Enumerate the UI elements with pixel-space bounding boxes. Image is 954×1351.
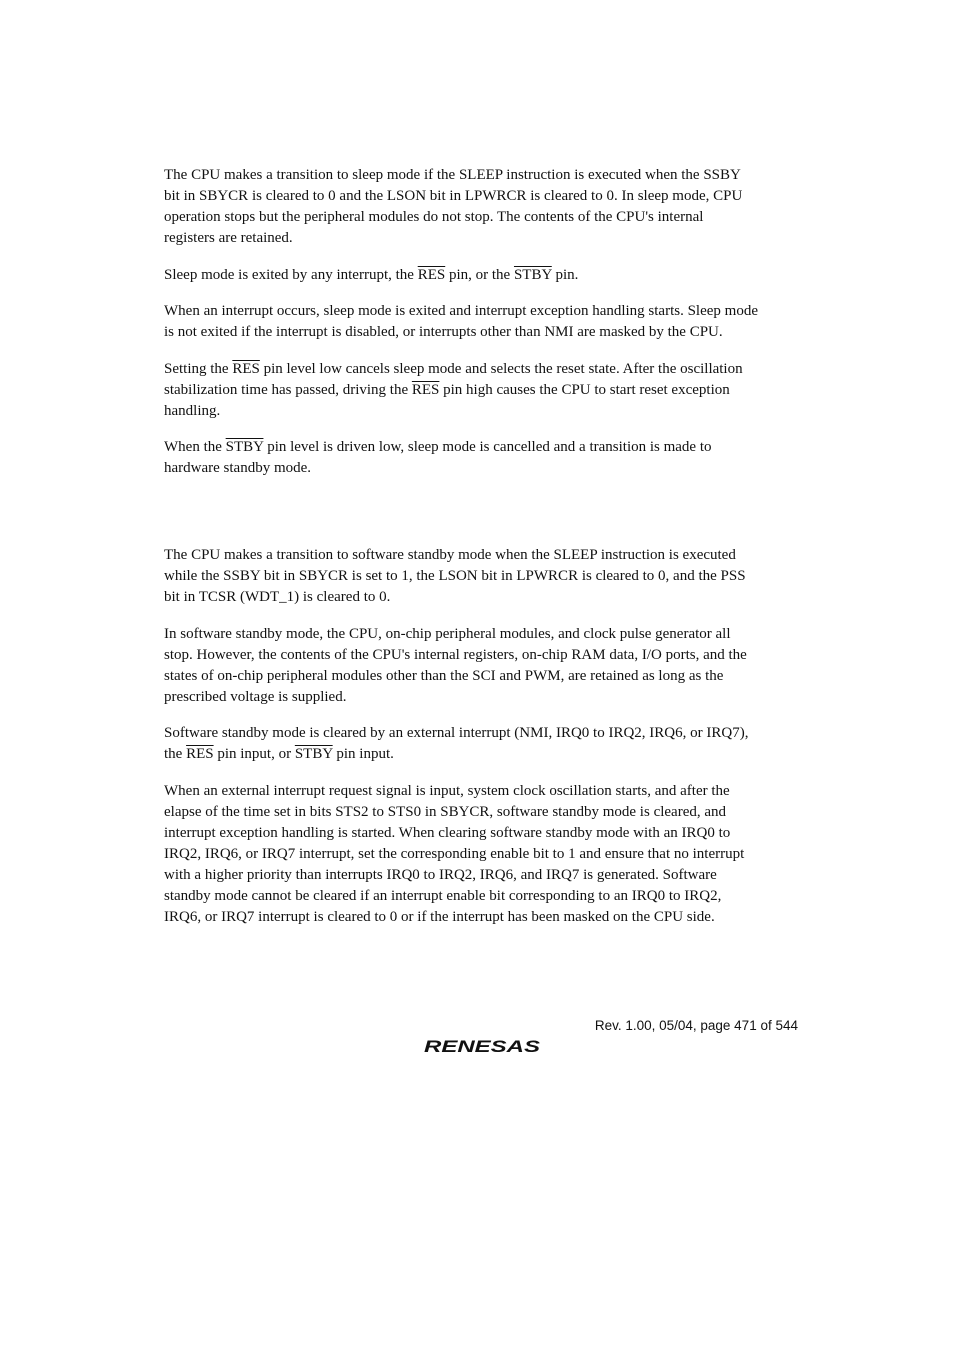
text-run: handling. [164, 402, 221, 419]
res-signal-name: $\overline{RES}$ [411, 381, 440, 398]
text-line: bit in TCSR (WDT_1) is cleared to 0. [164, 589, 391, 605]
text-line: The CPU makes a transition to software standby mode when the SLEEP instruction is executed [164, 547, 736, 563]
text-run: pin high causes the CPU to start reset exception [439, 381, 730, 398]
text-run: pin level low cancels sleep mode and selects the reset state. After the oscillation [259, 360, 743, 377]
text-run: pin. [551, 266, 579, 283]
stby-signal-name: STBY [225, 439, 264, 455]
text-run: hardware standby mode. [164, 460, 312, 476]
renesas-logo-text: RENESAS [424, 1037, 541, 1056]
sleep-mode-section [164, 165, 804, 495]
text-line: When an interrupt occurs, sleep mode is exited and interrupt exception handling starts. Sleep mode [164, 303, 758, 319]
software-standby-section [164, 545, 804, 943]
text-line: while the SSBY bit in SBYCR is set to 1, the LSON bit in LPWRCR is cleared to 0, and the PSS [164, 568, 746, 584]
text-line: In software standby mode, the CPU, on-chip peripheral modules, and clock pulse generator all [164, 625, 731, 642]
text-line: states of on-chip peripheral modules other than the SCI and PWM, are retained as long as the [164, 667, 724, 684]
renesas-logo-mark [424, 1036, 542, 1056]
text-line: operation stops but the peripheral modules do not stop. The contents of the CPU's internal [164, 209, 704, 225]
text-line: bit in SBYCR is cleared to 0 and the LSON bit in LPWRCR is cleared to 0. In sleep mode, CPU [164, 188, 743, 204]
text-run: pin level is driven low, sleep mode is cancelled and a transition is made to [263, 439, 712, 455]
text-line: standby mode cannot be cleared if an interrupt enable bit corresponding to an IRQ0 to IRQ2, [164, 887, 722, 904]
renesas-logo [424, 1036, 542, 1056]
software-standby-state-paragraph [164, 624, 804, 708]
text-line: When an external interrupt request signal is input, system clock oscillation starts, and after the [164, 782, 730, 799]
text-run: pin input, or [213, 746, 295, 762]
text-line: prescribed voltage is supplied. [164, 688, 347, 705]
text-run: pin, or the [445, 266, 514, 283]
software-standby-intro-paragraph [164, 545, 804, 608]
stby-signal-name: STBY [513, 266, 552, 283]
text-line: IRQ2, IRQ6, or IRQ7 interrupt, set the corresponding enable bit to 1 and ensure that no interrupt [164, 845, 745, 862]
text-line: is not exited if the interrupt is disabled, or interrupts other than NMI are masked by the CPU. [164, 324, 723, 340]
text-run: Software standby mode is cleared by an external interrupt (NMI, IRQ0 to IRQ2, IRQ6, or IRQ7), [164, 725, 749, 741]
sleep-mode-interrupt-paragraph [164, 301, 804, 343]
text-run: Sleep mode is exited by any interrupt, the [164, 266, 418, 283]
res-signal-name: $\overline{RES}$ [417, 266, 446, 283]
text-line: IRQ6, or IRQ7 interrupt is cleared to 0 or if the interrupt has been masked on the CPU side. [164, 908, 715, 925]
text-line: The CPU makes a transition to sleep mode if the SLEEP instruction is executed when the SSBY [164, 167, 741, 183]
text-run: the [164, 746, 187, 762]
text-run: stabilization time has passed, driving the [164, 381, 412, 398]
sleep-mode-intro-paragraph [164, 165, 804, 249]
text-run: Setting the [164, 360, 233, 377]
sleep-mode-exit-paragraph [164, 265, 804, 286]
text-line: with a higher priority than interrupts IRQ0 to IRQ2, IRQ6, and IRQ7 is generated. Software [164, 866, 717, 883]
text-run: pin input. [332, 746, 394, 762]
text-line: elapse of the time set in bits STS2 to STS0 in SBYCR, software standby mode is cleared, and [164, 803, 727, 820]
text-line: registers are retained. [164, 230, 293, 246]
sleep-mode-stby-paragraph [164, 437, 804, 479]
res-signal-name: $\overline{RES}$ [186, 746, 214, 762]
text-run: When the [164, 439, 226, 455]
stby-signal-name: STBY [294, 746, 333, 762]
text-line: stop. However, the contents of the CPU's internal registers, on-chip RAM data, I/O ports, and the [164, 646, 747, 663]
res-signal-name: $\overline{RES}$ [232, 360, 260, 377]
software-standby-irq-paragraph [164, 781, 804, 928]
text-line: interrupt exception handling is started. When clearing software standby mode with an IRQ0 to [164, 824, 731, 841]
page-footer-revision: Rev. 1.00, 05/04, page 471 of 544 [594, 1018, 798, 1033]
software-standby-clear-paragraph [164, 723, 804, 765]
sleep-mode-res-paragraph [164, 359, 804, 422]
